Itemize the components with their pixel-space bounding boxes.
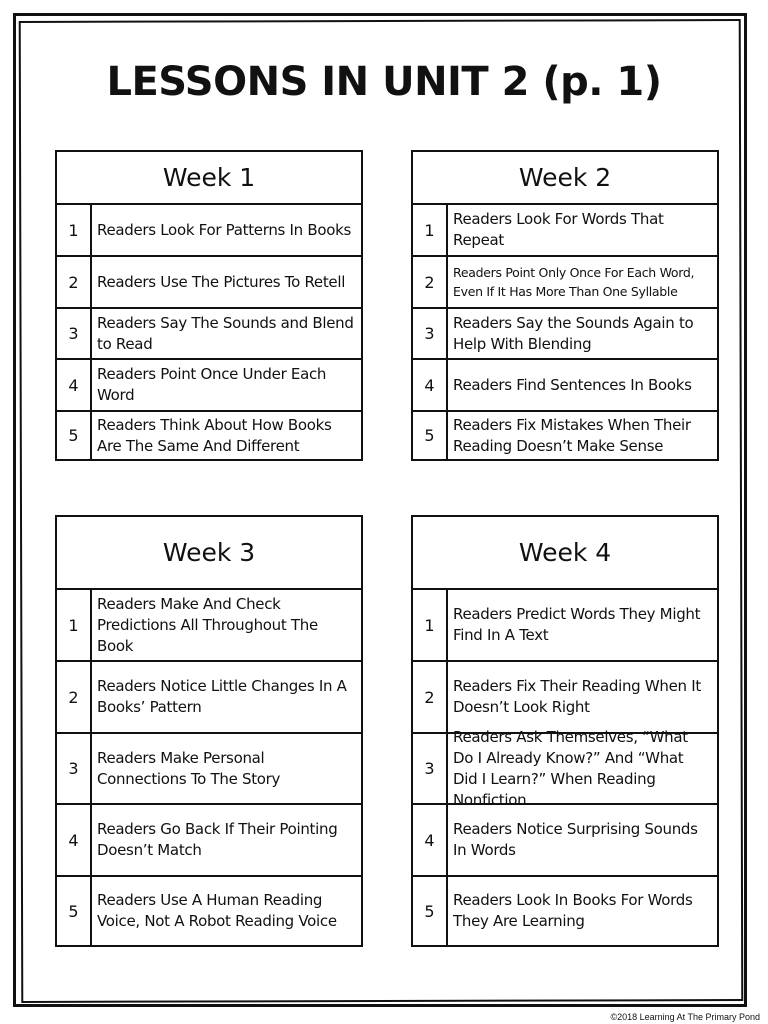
- lesson-title: Readers Look For Words That Repeat: [453, 210, 664, 249]
- lesson-row: [413, 257, 717, 309]
- lesson-number: 4: [57, 805, 92, 875]
- copyright-notice: ©2018 Learning At The Primary Pond: [610, 1012, 760, 1022]
- lesson-title: Readers Make And Check Predictions All Throughout The Book: [97, 594, 318, 655]
- lesson-row: [57, 412, 361, 459]
- lesson-row: [413, 412, 717, 459]
- lesson-title: Readers Find Sentences In Books: [453, 375, 692, 394]
- lesson-title: Readers Look For Patterns In Books: [97, 220, 351, 239]
- lesson-row: [413, 805, 717, 877]
- week-1-table: [55, 150, 363, 461]
- lesson-title: Readers Ask Themselves, “What Do I Already Know?” And “What Did I Learn?” When Reading Nonfiction: [453, 727, 688, 809]
- lesson-row: [57, 590, 361, 662]
- lesson-row: [57, 309, 361, 360]
- lesson-number: 2: [57, 662, 92, 732]
- lesson-title: Readers Look In Books For Words They Are Learning: [453, 891, 693, 930]
- lesson-row: [57, 734, 361, 805]
- lesson-number: 1: [57, 205, 92, 255]
- lesson-number: 1: [413, 205, 448, 255]
- lesson-title: Readers Point Once Under Each Word: [97, 365, 327, 404]
- lesson-number: 2: [413, 257, 448, 307]
- lesson-title: Readers Fix Their Reading When It Doesn’t Look Right: [453, 677, 701, 716]
- lesson-number: 5: [57, 877, 92, 945]
- week-3-table: [55, 515, 363, 947]
- lesson-row: [57, 360, 361, 412]
- week-2-table: [411, 150, 719, 461]
- lesson-row: [57, 205, 361, 257]
- lesson-title: Readers Go Back If Their Pointing Doesn’t Match: [97, 820, 338, 859]
- lesson-title: Readers Use The Pictures To Retell: [97, 272, 346, 291]
- page-title: LESSONS IN UNIT 2 (p. 1): [106, 59, 662, 105]
- week-header: Week 1: [57, 152, 361, 205]
- lesson-number: 2: [57, 257, 92, 307]
- lesson-number: 1: [413, 590, 448, 660]
- lesson-number: 3: [413, 309, 448, 358]
- lesson-number: 2: [413, 662, 448, 732]
- lesson-number: 4: [413, 360, 448, 410]
- lesson-number: 5: [413, 877, 448, 945]
- week-header: Week 3: [57, 517, 361, 590]
- lesson-number: 3: [413, 734, 448, 803]
- lesson-row: [413, 662, 717, 734]
- lesson-title: Readers Make Personal Connections To The Story: [97, 748, 281, 788]
- lesson-number: 5: [57, 412, 92, 459]
- lesson-row: [413, 877, 717, 945]
- lesson-row: [413, 205, 717, 257]
- lesson-row: [57, 877, 361, 945]
- lesson-title: Readers Notice Little Changes In A Books’ Pattern: [97, 677, 347, 716]
- lesson-title: Readers Say The Sounds and Blend to Read: [97, 313, 354, 353]
- lesson-title: Readers Predict Words They Might Find In A Text: [453, 605, 701, 644]
- lesson-title: Readers Fix Mistakes When Their Reading Doesn’t Make Sense: [453, 415, 691, 455]
- lesson-title: Readers Point Only Once For Each Word, Even If It Has More Than One Syllable: [453, 265, 695, 299]
- lesson-number: 4: [413, 805, 448, 875]
- lesson-row: [413, 590, 717, 662]
- lesson-row: [57, 257, 361, 309]
- lesson-row: [413, 727, 717, 809]
- lesson-row: [413, 309, 717, 360]
- lesson-title: Readers Think About How Books Are The Same And Different: [97, 415, 332, 455]
- week-header: Week 2: [413, 152, 717, 205]
- lesson-row: [413, 360, 717, 412]
- lesson-title: Readers Notice Surprising Sounds In Words: [453, 820, 698, 859]
- lesson-number: 3: [57, 734, 92, 803]
- lesson-title: Readers Use A Human Reading Voice, Not A Robot Reading Voice: [97, 891, 337, 930]
- lesson-number: 4: [57, 360, 92, 410]
- lesson-row: [57, 662, 361, 734]
- lesson-number: 5: [413, 412, 448, 459]
- lesson-row: [57, 805, 361, 877]
- lesson-number: 1: [57, 590, 92, 660]
- week-4-table: [411, 515, 719, 947]
- week-header: Week 4: [413, 517, 717, 590]
- lesson-number: 3: [57, 309, 92, 358]
- lesson-title: Readers Say the Sounds Again to Help With Blending: [453, 313, 694, 353]
